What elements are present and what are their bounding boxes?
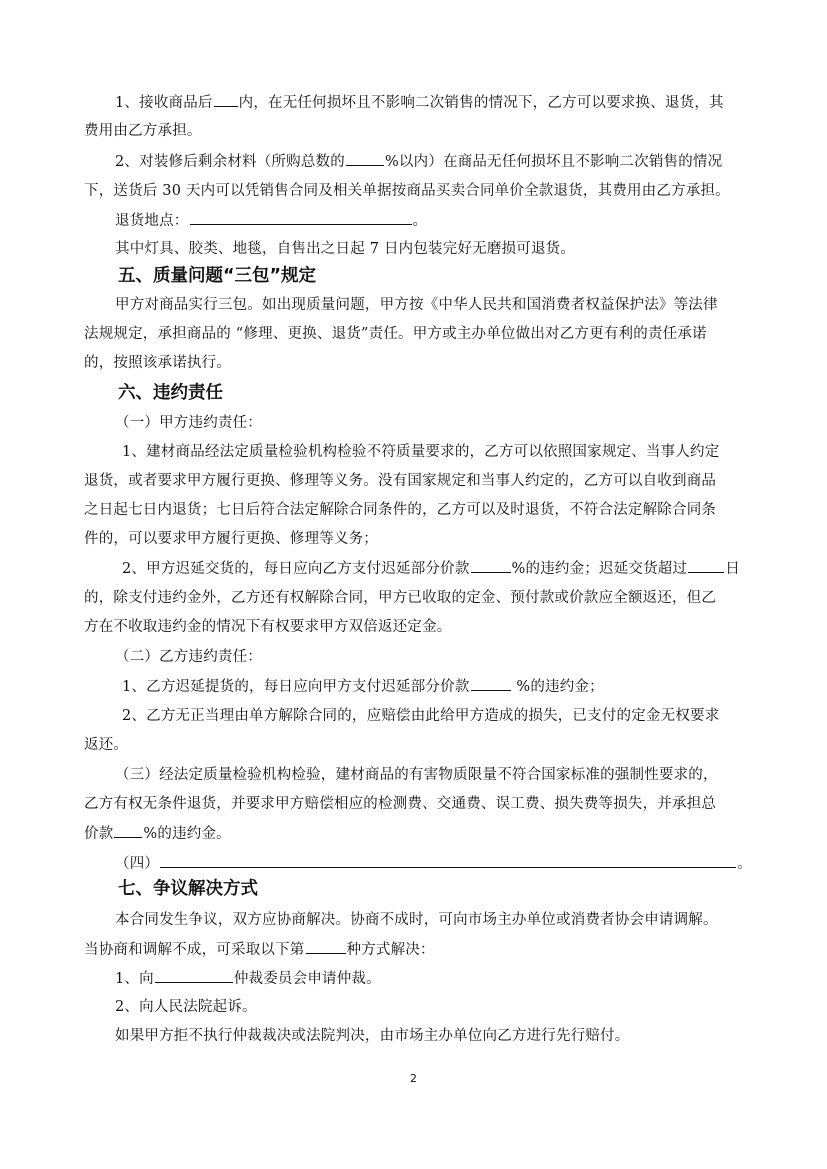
section-6-heading: 六、违约责任 — [118, 383, 223, 403]
return-place-blank[interactable] — [190, 210, 412, 225]
party-a-clause-1: 1、建材商品经法定质量检验机构检验不符质量要求的，乙方可以依照国家规定、当事人约定 — [122, 444, 720, 460]
harmful-substance-clause: 价款 %的违约金。 — [84, 823, 745, 844]
days-blank[interactable] — [214, 92, 238, 107]
party-a-liability-title: （一）甲方违约责任： — [115, 415, 262, 431]
percent-blank[interactable] — [346, 151, 384, 166]
harmful-substance-clause: （三）经法定质量检验机构检验，建材商品的有害物质限量不符合国家标准的强制性要求的， — [115, 767, 718, 783]
advance-compensation-line: 如果甲方拒不执行仲裁裁决或法院判决，由市场主办单位向乙方进行先行赔付。 — [115, 1028, 630, 1044]
harmful-substance-clause: 乙方有权无条件退货，并要求甲方赔偿相应的检测费、交通费、误工费、损失费等损失，并承担总 — [84, 796, 717, 812]
party-a-clause-2-cont: 方在不收取违约金的情况下有权要求甲方双倍返还定金。 — [84, 619, 452, 635]
party-a-clause-1: 之日起七日内退货；七日后符合法定解除合同条件的，乙方可以及时退货，不符合法定解除合同条 — [84, 502, 717, 518]
section-7-heading: 七、争议解决方式 — [118, 879, 258, 899]
court-option: 2、向人民法院起诉。 — [115, 999, 257, 1015]
section-5-line: 甲方对商品实行三包。如出现质量问题，甲方按《中华人民共和国消费者权益保护法》等法律 — [115, 297, 718, 313]
party-b-clause-2: 2、乙方无正当理由单方解除合同的，应赔偿由此给甲方造成的损失，已支付的定金无权要求 — [122, 708, 720, 724]
dispute-line: 本合同发生争议，双方应协商解决。协商不成时，可向市场主办单位或消费者协会申请调解。 — [115, 912, 718, 928]
return-clause-1: 1、接收商品后 内，在无任何损坏且不影响二次销售的情况下，乙方可以要求换、退货，其 — [115, 92, 745, 113]
lamp-clause: 其中灯具、胶类、地毯，自售出之日起 7 日内包装完好无磨损可退货。 — [115, 241, 576, 257]
page-number: 2 — [410, 1072, 417, 1085]
total-price-percent-blank[interactable] — [114, 823, 142, 838]
arbitration-option: 1、向 仲裁委员会申请仲裁。 — [115, 968, 745, 989]
delay-days-blank[interactable] — [688, 558, 724, 573]
party-b-clause-1: 1、乙方迟延提货的，每日应向甲方支付迟延部分价款 %的违约金； — [122, 676, 745, 697]
pickup-penalty-blank[interactable] — [471, 676, 511, 691]
party-a-clause-1: 退货，或者要求甲方履行更换、修理等义务。没有国家规定和当事人约定的，乙方可以自收到商品 — [84, 473, 717, 489]
section-5-line: 法规规定，承担商品的 “修理、更换、退货”责任。甲方或主办单位做出对乙方更有利的责任承诺 — [84, 326, 707, 342]
party-a-clause-2: 2、甲方迟延交货的，每日应向乙方支付迟延部分价款 %的违约金；迟延交货超过 日 — [122, 558, 745, 579]
section-5-line: 的，按照该承诺执行。 — [84, 355, 231, 371]
party-a-clause-1: 件的，可以要求甲方履行更换、修理等义务； — [84, 531, 378, 547]
other-liability: （四） 。 — [115, 853, 747, 874]
penalty-percent-blank[interactable] — [471, 558, 511, 573]
return-clause-2: 2、对装修后剩余材料（所购总数的 %以内）在商品无任何损坏且不影响二次销售的情况 — [115, 151, 745, 172]
method-number-blank[interactable] — [306, 939, 346, 954]
return-clause-1-cont: 费用由乙方承担。 — [84, 123, 202, 139]
other-liability-blank[interactable] — [160, 853, 736, 868]
return-place: 退货地点： 。 — [115, 210, 745, 231]
arbitration-commission-blank[interactable] — [155, 968, 233, 983]
dispute-line: 当协商和调解不成，可采取以下第 种方式解决： — [84, 939, 745, 960]
section-5-heading: 五、质量问题“三包”规定 — [118, 266, 317, 286]
party-b-liability-title: （二）乙方违约责任： — [115, 649, 262, 665]
return-clause-2-cont: 下，送货后 30 天内可以凭销售合同及相关单据按商品买卖合同单价全款退货，其费用由乙方承担。 — [84, 183, 730, 199]
party-a-clause-2-cont: 的，除支付违约金外，乙方还有权解除合同，甲方已收取的定金、预付款或价款应全额返还，但乙 — [84, 590, 717, 606]
party-b-clause-2: 返还。 — [84, 737, 129, 753]
